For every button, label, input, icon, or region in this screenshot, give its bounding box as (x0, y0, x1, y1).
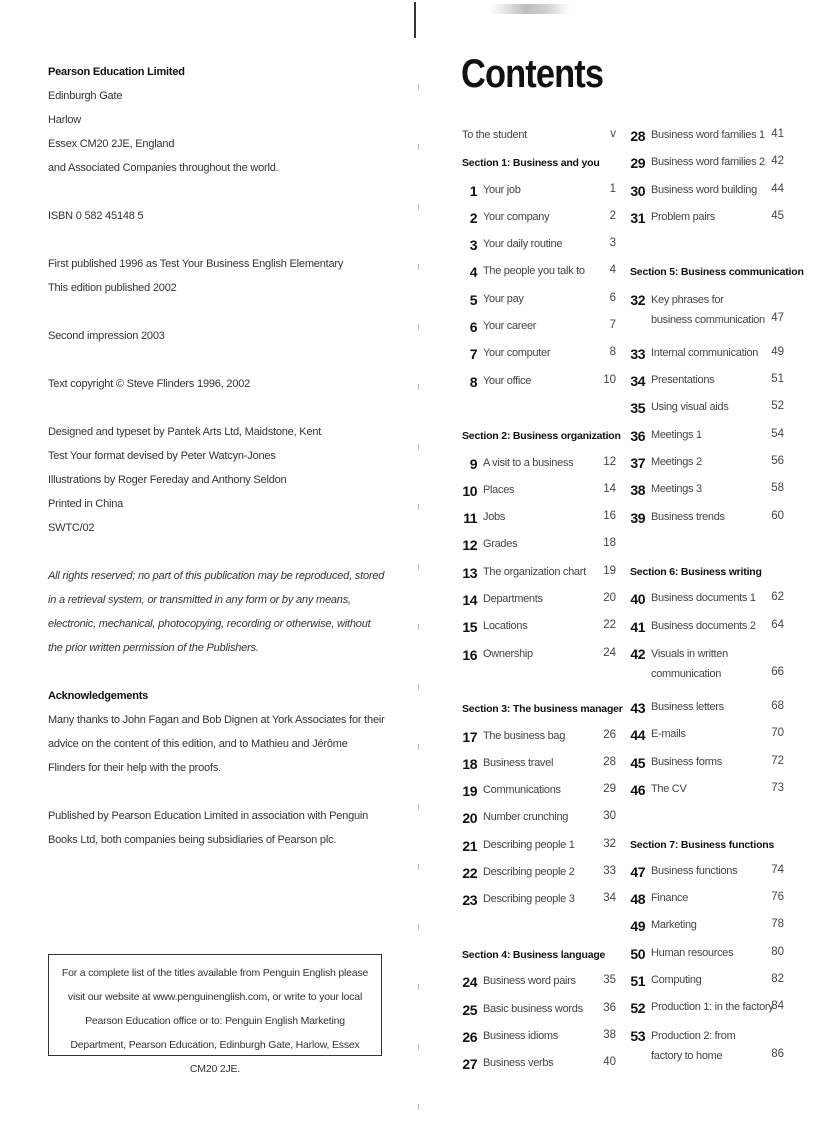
toc-entry (630, 996, 784, 1023)
unit-number: 49 (630, 918, 645, 935)
unit-title: Departments (483, 593, 543, 606)
unit-title: Internal communication (651, 346, 759, 359)
page-number: 18 (603, 537, 616, 550)
toc-entry (462, 970, 616, 997)
unit-number: 20 (462, 810, 477, 827)
unit-number: 24 (462, 974, 477, 991)
unit-title: Describing people 3 (483, 893, 575, 906)
page-number: 3 (609, 237, 616, 250)
unit-title: Presentations (651, 374, 715, 387)
toc-entry (462, 779, 616, 806)
unit-title: Ownership (483, 647, 533, 660)
toc-entry (462, 452, 616, 479)
page-number: 73 (771, 781, 784, 794)
toc-spacer (462, 397, 616, 424)
unit-title: Describing people 2 (483, 866, 575, 879)
toc-entry (462, 725, 616, 752)
toc-intro-entry (462, 124, 616, 151)
unit-title: The organization chart (483, 565, 586, 578)
unit-number: 14 (462, 592, 477, 609)
unit-title: Meetings 2 (651, 455, 702, 468)
unit-number: 47 (630, 863, 645, 880)
section-title: Section 4: Business language (462, 948, 606, 961)
section-title: Section 7: Business functions (630, 838, 775, 851)
unit-number: 3 (469, 237, 477, 254)
page-number: 52 (771, 400, 784, 413)
page-number: 29 (603, 783, 616, 796)
toc-entry (462, 1025, 616, 1052)
unit-number: 48 (630, 891, 645, 908)
page-number: 72 (771, 754, 784, 767)
toc-entry (462, 643, 616, 670)
unit-title: Meetings 1 (651, 428, 702, 441)
unit-number: 12 (462, 537, 477, 554)
unit-number: 4 (469, 264, 477, 281)
address-line: Harlow (48, 114, 82, 126)
page-number: 41 (771, 128, 784, 140)
page-number: 14 (603, 482, 616, 495)
toc-entry (462, 506, 616, 533)
toc-entry (630, 778, 784, 805)
page-number: 74 (771, 863, 784, 876)
toc-section-heading (462, 424, 621, 451)
page-number: 32 (603, 837, 616, 850)
page-number: 82 (771, 973, 784, 986)
published-by: Published by Pearson Education Limited in association with Penguin Books Ltd, both companies being subsidiaries of Pearson plc. (48, 810, 369, 846)
unit-number: 21 (462, 837, 477, 854)
page-number: 38 (603, 1028, 616, 1041)
toc-entry (630, 914, 784, 941)
toc-column-2 (630, 124, 804, 1078)
unit-title: Number crunching (483, 811, 569, 824)
toc-spacer (630, 533, 784, 560)
unit-title: Basic business words (483, 1002, 583, 1015)
unit-title: Human resources (651, 946, 734, 959)
page-number: 35 (603, 974, 616, 987)
copyright: Text copyright © Steve Flinders 1996, 2002 (48, 378, 251, 390)
page-number: 84 (771, 1000, 784, 1013)
unit-title: A visit to a business (483, 456, 574, 469)
unit-number: 30 (630, 182, 645, 199)
unit-title: The business bag (483, 729, 566, 742)
page-number: 86 (771, 1047, 784, 1060)
toc-section-heading (630, 833, 784, 860)
unit-number: 34 (630, 373, 645, 390)
unit-number: 17 (462, 728, 477, 745)
unit-number: 40 (630, 591, 645, 608)
unit-number: 29 (630, 155, 645, 172)
impression: Second impression 2003 (48, 330, 165, 342)
section-title: Section 1: Business and you (462, 157, 600, 170)
toc-entry (462, 315, 616, 342)
credit-line: Illustrations by Roger Fereday and Anthony Seldon (48, 474, 287, 486)
page-number: 1 (609, 182, 616, 195)
toc-entry (462, 533, 616, 560)
unit-number: 42 (630, 646, 645, 663)
unit-number: 52 (630, 1000, 645, 1017)
toc-entry (630, 151, 784, 178)
spine-gutter (418, 60, 419, 1120)
credit-line: Test Your format devised by Peter Watcyn-Jones (48, 450, 276, 462)
page-number: 28 (603, 755, 616, 768)
unit-number: 2 (469, 209, 477, 226)
unit-number: 44 (630, 727, 645, 744)
page-number: 8 (609, 346, 616, 359)
toc-entry (462, 342, 616, 369)
toc-entry (630, 969, 784, 996)
toc-section-heading (462, 943, 616, 970)
toc-entry (630, 342, 784, 369)
toc-section-heading (462, 697, 623, 724)
page-number: 45 (771, 209, 784, 222)
page-title: Contents (461, 52, 604, 96)
section-title: Section 3: The business manager (462, 703, 623, 716)
unit-title: Jobs (483, 511, 506, 524)
unit-title: Visuals in written communication (651, 648, 728, 681)
address-line: and Associated Companies throughout the world. (48, 162, 279, 174)
toc-entry (462, 998, 616, 1025)
unit-title: The CV (651, 782, 687, 795)
toc-entry (630, 179, 784, 206)
page-number: 47 (771, 311, 784, 324)
unit-title: E-mails (651, 728, 686, 741)
credit-line: Printed in China (48, 498, 124, 510)
unit-title: Describing people 1 (483, 838, 575, 851)
unit-title: Your job (483, 183, 521, 196)
unit-title: Production 1: in the factory (651, 1001, 774, 1014)
toc-entry (462, 834, 616, 861)
toc-spacer (462, 670, 616, 697)
unit-number: 41 (630, 618, 645, 635)
toc-entry (462, 1052, 616, 1079)
toc-entry (462, 888, 616, 915)
unit-title: Business word pairs (483, 975, 576, 988)
unit-number: 1 (469, 182, 477, 199)
toc-entry (630, 451, 784, 478)
page-number: 64 (771, 618, 784, 631)
unit-number: 23 (462, 892, 477, 909)
unit-number: 13 (462, 564, 477, 581)
unit-number: 31 (630, 209, 645, 226)
unit-title: Locations (483, 620, 528, 633)
page-number: 7 (609, 319, 616, 332)
unit-title: Grades (483, 538, 518, 551)
section-title: Section 6: Business writing (630, 566, 762, 579)
unit-title: To the student (462, 129, 527, 141)
page-number: 34 (603, 892, 616, 905)
page-number: 49 (771, 345, 784, 358)
toc-entry (630, 288, 784, 342)
toc-entry (462, 615, 616, 642)
toc-entry (462, 861, 616, 888)
page-number: 78 (771, 918, 784, 931)
unit-number: 45 (630, 754, 645, 771)
isbn: ISBN 0 582 45148 5 (48, 210, 144, 222)
page-number: 6 (609, 291, 616, 304)
page-number: 40 (603, 1056, 616, 1069)
toc-entry (630, 587, 784, 614)
page-number: 19 (603, 564, 616, 577)
unit-number: 53 (630, 1027, 645, 1044)
unit-number: 6 (469, 319, 477, 336)
toc-entry (462, 179, 616, 206)
section-title: Section 2: Business organization (462, 430, 621, 443)
toc-entry (630, 751, 784, 778)
unit-number: 25 (462, 1001, 477, 1018)
publisher-name: Pearson Education Limited (48, 66, 185, 78)
unit-title: Marketing (651, 919, 697, 932)
unit-title: Business letters (651, 701, 724, 714)
unit-title: Your office (483, 374, 532, 387)
toc-entry (630, 396, 784, 423)
page-number: 22 (603, 619, 616, 632)
page-number: 44 (771, 182, 784, 195)
ack-heading: Acknowledgements (48, 690, 149, 702)
unit-title: Your pay (483, 292, 524, 305)
page-number: 56 (771, 454, 784, 467)
unit-number: 22 (462, 865, 477, 882)
toc-entry (630, 369, 784, 396)
unit-title: Your career (483, 320, 537, 333)
unit-title: Using visual aids (651, 401, 729, 414)
unit-title: Computing (651, 974, 702, 987)
unit-number: 37 (630, 454, 645, 471)
unit-title: Business word families 2 (651, 156, 765, 169)
website-notice: For a complete list of the titles available from Penguin English please visit our website at www.penguinenglish.com, or write to your local Pearson Education office or to: Penguin English Marketing Department, Pearson Education, Edinburgh Gate, Harlow, Essex CM20 2JE. (61, 967, 369, 1075)
page-number: 4 (609, 264, 616, 277)
unit-number: 9 (469, 455, 477, 472)
toc-entry (462, 233, 616, 260)
unit-title: Business functions (651, 864, 738, 877)
rights-statement: All rights reserved; no part of this publication may be reproduced, stored in a retrieval system, or transmitted in any form or by any means, electronic, mechanical, photocopying, recording or otherwise, without the prior written permission of the Publishers. (48, 570, 385, 654)
unit-title: Business idioms (483, 1029, 558, 1042)
unit-number: 16 (462, 646, 477, 663)
toc-column-1 (462, 124, 623, 1079)
toc-entry (462, 370, 616, 397)
toc-entry (462, 479, 616, 506)
toc-entry (462, 588, 616, 615)
unit-title: Business documents 1 (651, 592, 756, 605)
toc-entry (630, 478, 784, 505)
page-number: v (610, 128, 616, 140)
toc-entry (630, 860, 784, 887)
scan-smudge (490, 4, 570, 14)
imprint-page (48, 60, 388, 852)
toc-entry (462, 206, 616, 233)
unit-number: 8 (469, 373, 477, 390)
unit-number: 11 (463, 510, 477, 527)
unit-number: 33 (630, 345, 645, 362)
page-number: 51 (771, 373, 784, 386)
address-line: Edinburgh Gate (48, 90, 123, 102)
unit-number: 10 (462, 482, 477, 499)
page-number: 36 (603, 1001, 616, 1014)
toc-entry (630, 206, 784, 233)
unit-number: 39 (630, 509, 645, 526)
unit-title: Production 2: from factory to home (651, 1029, 736, 1062)
page-number: 16 (603, 510, 616, 523)
unit-number: 36 (630, 427, 645, 444)
credit-line: Designed and typeset by Pantek Arts Ltd, Maidstone, Kent (48, 426, 322, 438)
page-number: 76 (771, 891, 784, 904)
page-number: 62 (771, 591, 784, 604)
toc-entry (630, 1024, 784, 1078)
toc-entry (630, 887, 784, 914)
unit-title: Business documents 2 (651, 619, 756, 632)
unit-title: Business travel (483, 756, 554, 769)
ack-text: Many thanks to John Fagan and Bob Dignen at York Associates for their advice on the content of this edition, and to Mathieu and Jérôme Flinders for their help with the proofs. (48, 714, 385, 774)
unit-title: Business verbs (483, 1057, 554, 1070)
toc-section-heading (630, 260, 804, 287)
unit-title: Places (483, 483, 515, 496)
spine-mark (414, 2, 416, 38)
toc-entry (462, 288, 616, 315)
toc-entry (462, 561, 616, 588)
page-number: 10 (603, 373, 616, 386)
first-published: First published 1996 as Test Your Business English Elementary (48, 258, 344, 270)
unit-number: 28 (630, 128, 645, 144)
page-number: 54 (771, 427, 784, 440)
unit-title: Business word families 1 (651, 129, 765, 141)
toc-spacer (630, 233, 784, 260)
unit-number: 50 (630, 945, 645, 962)
toc-spacer (630, 805, 784, 832)
toc-entry (630, 642, 784, 696)
toc-entry (630, 942, 784, 969)
toc-entry (630, 424, 784, 451)
website-notice-box (48, 954, 382, 1075)
unit-number: 46 (630, 781, 645, 798)
unit-number: 15 (462, 619, 477, 636)
unit-title: Problem pairs (651, 210, 715, 223)
unit-title: Business word building (651, 183, 757, 196)
page-number: 80 (771, 945, 784, 958)
unit-number: 35 (630, 400, 645, 417)
credit-line: SWTC/02 (48, 522, 95, 534)
this-edition: This edition published 2002 (48, 282, 177, 294)
unit-title: Communications (483, 784, 561, 797)
toc-entry (630, 615, 784, 642)
unit-number: 27 (462, 1056, 477, 1073)
page-number: 12 (603, 455, 616, 468)
unit-number: 5 (469, 291, 477, 308)
unit-number: 19 (462, 783, 477, 800)
toc-entry (630, 696, 784, 723)
toc-entry (462, 752, 616, 779)
page-number: 24 (603, 646, 616, 659)
page-number: 30 (603, 810, 616, 823)
page-number: 60 (771, 509, 784, 522)
unit-title: The people you talk to (483, 265, 585, 278)
unit-title: Key phrases for business communication (651, 293, 765, 326)
toc-spacer (462, 916, 616, 943)
page-number: 26 (603, 728, 616, 741)
toc-section-heading (630, 560, 784, 587)
unit-title: Your company (483, 210, 550, 223)
unit-number: 26 (462, 1028, 477, 1045)
unit-number: 7 (469, 346, 477, 363)
toc-entry (630, 124, 784, 151)
page-number: 20 (603, 592, 616, 605)
page-number: 42 (771, 155, 784, 168)
unit-title: Finance (651, 892, 689, 905)
page-number: 33 (603, 865, 616, 878)
unit-title: Your daily routine (483, 238, 563, 251)
page-number: 68 (771, 700, 784, 713)
address-line: Essex CM20 2JE, England (48, 138, 175, 150)
toc-entry (630, 723, 784, 750)
toc-entry (462, 806, 616, 833)
page-number: 2 (609, 209, 616, 222)
page-number: 70 (771, 727, 784, 740)
unit-number: 32 (630, 291, 645, 308)
unit-title: Business forms (651, 755, 722, 768)
unit-title: Your computer (483, 347, 551, 360)
unit-number: 18 (462, 755, 477, 772)
page-number: 58 (771, 482, 784, 495)
toc-entry (630, 506, 784, 533)
unit-number: 38 (630, 482, 645, 499)
unit-title: Business trends (651, 510, 725, 523)
unit-number: 43 (630, 700, 645, 717)
page-number: 66 (771, 666, 784, 679)
toc-entry (462, 260, 616, 287)
section-title: Section 5: Business communication (630, 266, 804, 279)
toc-section-heading (462, 151, 616, 178)
unit-number: 51 (630, 973, 645, 990)
unit-title: Meetings 3 (651, 483, 702, 496)
